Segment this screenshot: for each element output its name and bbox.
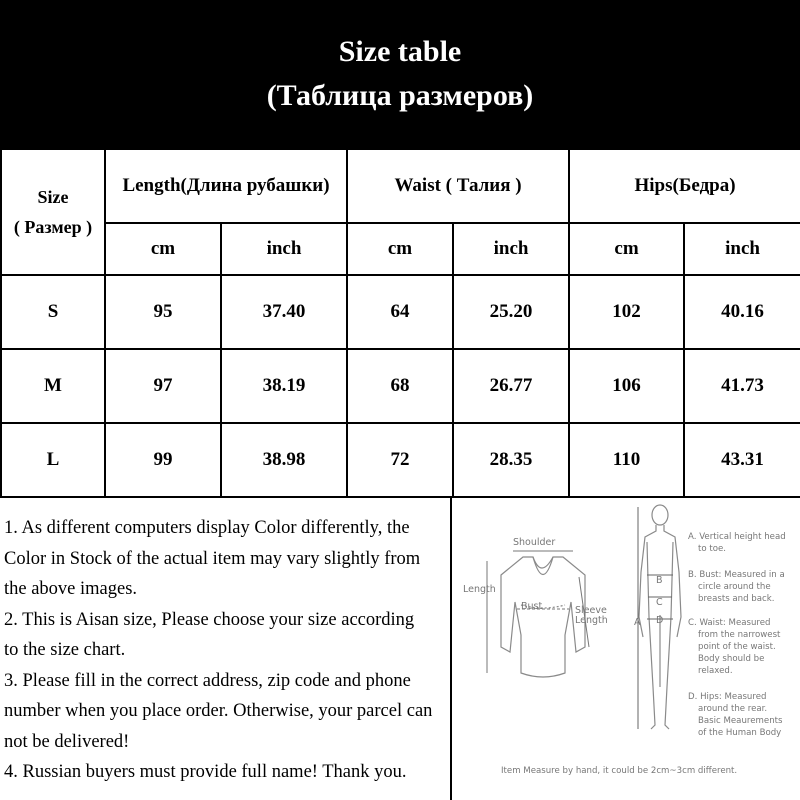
value-cell: 43.31 xyxy=(684,423,800,497)
note-line: Color in Stock of the actual item may vary slightly from xyxy=(4,548,421,569)
measure-footnote: Item Measure by hand, it could be 2cm~3cm different. xyxy=(501,766,738,776)
marker-d: D xyxy=(656,615,664,626)
note-line: 1. As different computers display Color differently, the xyxy=(4,518,410,538)
header-title: Size table xyxy=(338,35,462,68)
size-label: Size xyxy=(37,187,69,207)
unit-header: cm xyxy=(569,223,684,275)
note-line: 2. This is Aisan size, Please choose your size according xyxy=(4,609,415,630)
note-line: 4. Russian buyers must provide full name! Thank you. xyxy=(4,762,407,782)
value-cell: 68 xyxy=(347,349,453,423)
legend-d-1: D. Hips: Measured xyxy=(688,692,767,702)
legend-b-1: B. Bust: Measured in a xyxy=(688,570,785,580)
legend-b-3: breasts and back. xyxy=(698,594,775,604)
size-table xyxy=(0,148,800,498)
value-cell: 64 xyxy=(347,275,453,349)
legend-c-5: relaxed. xyxy=(698,666,733,676)
note-line: 3. Please fill in the correct address, zip code and phone xyxy=(4,670,411,691)
legend-c-4: Body should be xyxy=(698,654,765,664)
diagram-svg xyxy=(453,497,800,800)
value-cell: 110 xyxy=(569,423,684,497)
legend-d-3: Basic Meaurements xyxy=(698,716,783,726)
unit-header: inch xyxy=(221,223,347,275)
value-cell: 102 xyxy=(569,275,684,349)
value-cell: 25.20 xyxy=(453,275,569,349)
value-cell: 72 xyxy=(347,423,453,497)
length-label: Length xyxy=(463,584,496,595)
size-cell: S xyxy=(1,275,105,349)
legend-c-1: C. Waist: Measured xyxy=(688,618,771,628)
length-header: Length(Длина рубашки) xyxy=(105,149,347,223)
notes-panel xyxy=(0,497,452,800)
table-row xyxy=(1,275,800,349)
value-cell: 41.73 xyxy=(684,349,800,423)
measurement-diagram xyxy=(453,497,800,800)
legend-d-2: around the rear. xyxy=(698,704,768,714)
unit-header: cm xyxy=(105,223,221,275)
note-line: the above images. xyxy=(4,579,138,599)
size-column-header xyxy=(1,149,105,275)
note-line: number when you place order. Otherwise, your parcel can xyxy=(4,701,433,721)
shoulder-label: Shoulder xyxy=(513,537,556,548)
value-cell: 28.35 xyxy=(453,423,569,497)
unit-header: inch xyxy=(684,223,800,275)
value-cell: 97 xyxy=(105,349,221,423)
header-subtitle: (Таблица размеров) xyxy=(266,79,534,112)
sleeve-length-label: Length xyxy=(575,615,608,626)
garment-sketch-icon xyxy=(501,557,585,677)
value-cell: 38.19 xyxy=(221,349,347,423)
value-cell: 26.77 xyxy=(453,349,569,423)
marker-a: A xyxy=(634,617,641,628)
legend-a-1: A. Vertical height head xyxy=(688,532,786,542)
legend-b-2: circle around the xyxy=(698,582,771,592)
size-cell: M xyxy=(1,349,105,423)
unit-header: inch xyxy=(453,223,569,275)
value-cell: 95 xyxy=(105,275,221,349)
note-line: to the size chart. xyxy=(4,640,126,660)
sleeve-label: Sleeve xyxy=(575,605,607,616)
value-cell: 40.16 xyxy=(684,275,800,349)
unit-header: cm xyxy=(347,223,453,275)
marker-b: B xyxy=(656,575,663,586)
legend-c-2: from the narrowest xyxy=(698,630,781,640)
waist-header: Waist ( Талия ) xyxy=(347,149,569,223)
value-cell: 99 xyxy=(105,423,221,497)
value-cell: 106 xyxy=(569,349,684,423)
legend-d-4: of the Human Body xyxy=(698,728,782,738)
hips-header: Hips(Бедра) xyxy=(569,149,800,223)
marker-c: C xyxy=(656,597,663,608)
note-line: not be delivered! xyxy=(4,731,130,752)
value-cell: 37.40 xyxy=(221,275,347,349)
legend-c-3: point of the waist. xyxy=(698,642,776,652)
value-cell: 38.98 xyxy=(221,423,347,497)
bust-label: Bust xyxy=(521,601,543,612)
size-label-ru: ( Размер ) xyxy=(13,217,93,237)
table-row xyxy=(1,349,800,423)
size-cell: L xyxy=(1,423,105,497)
size-table-header xyxy=(0,0,800,148)
table-row xyxy=(1,423,800,497)
legend-a-2: to toe. xyxy=(698,544,727,554)
